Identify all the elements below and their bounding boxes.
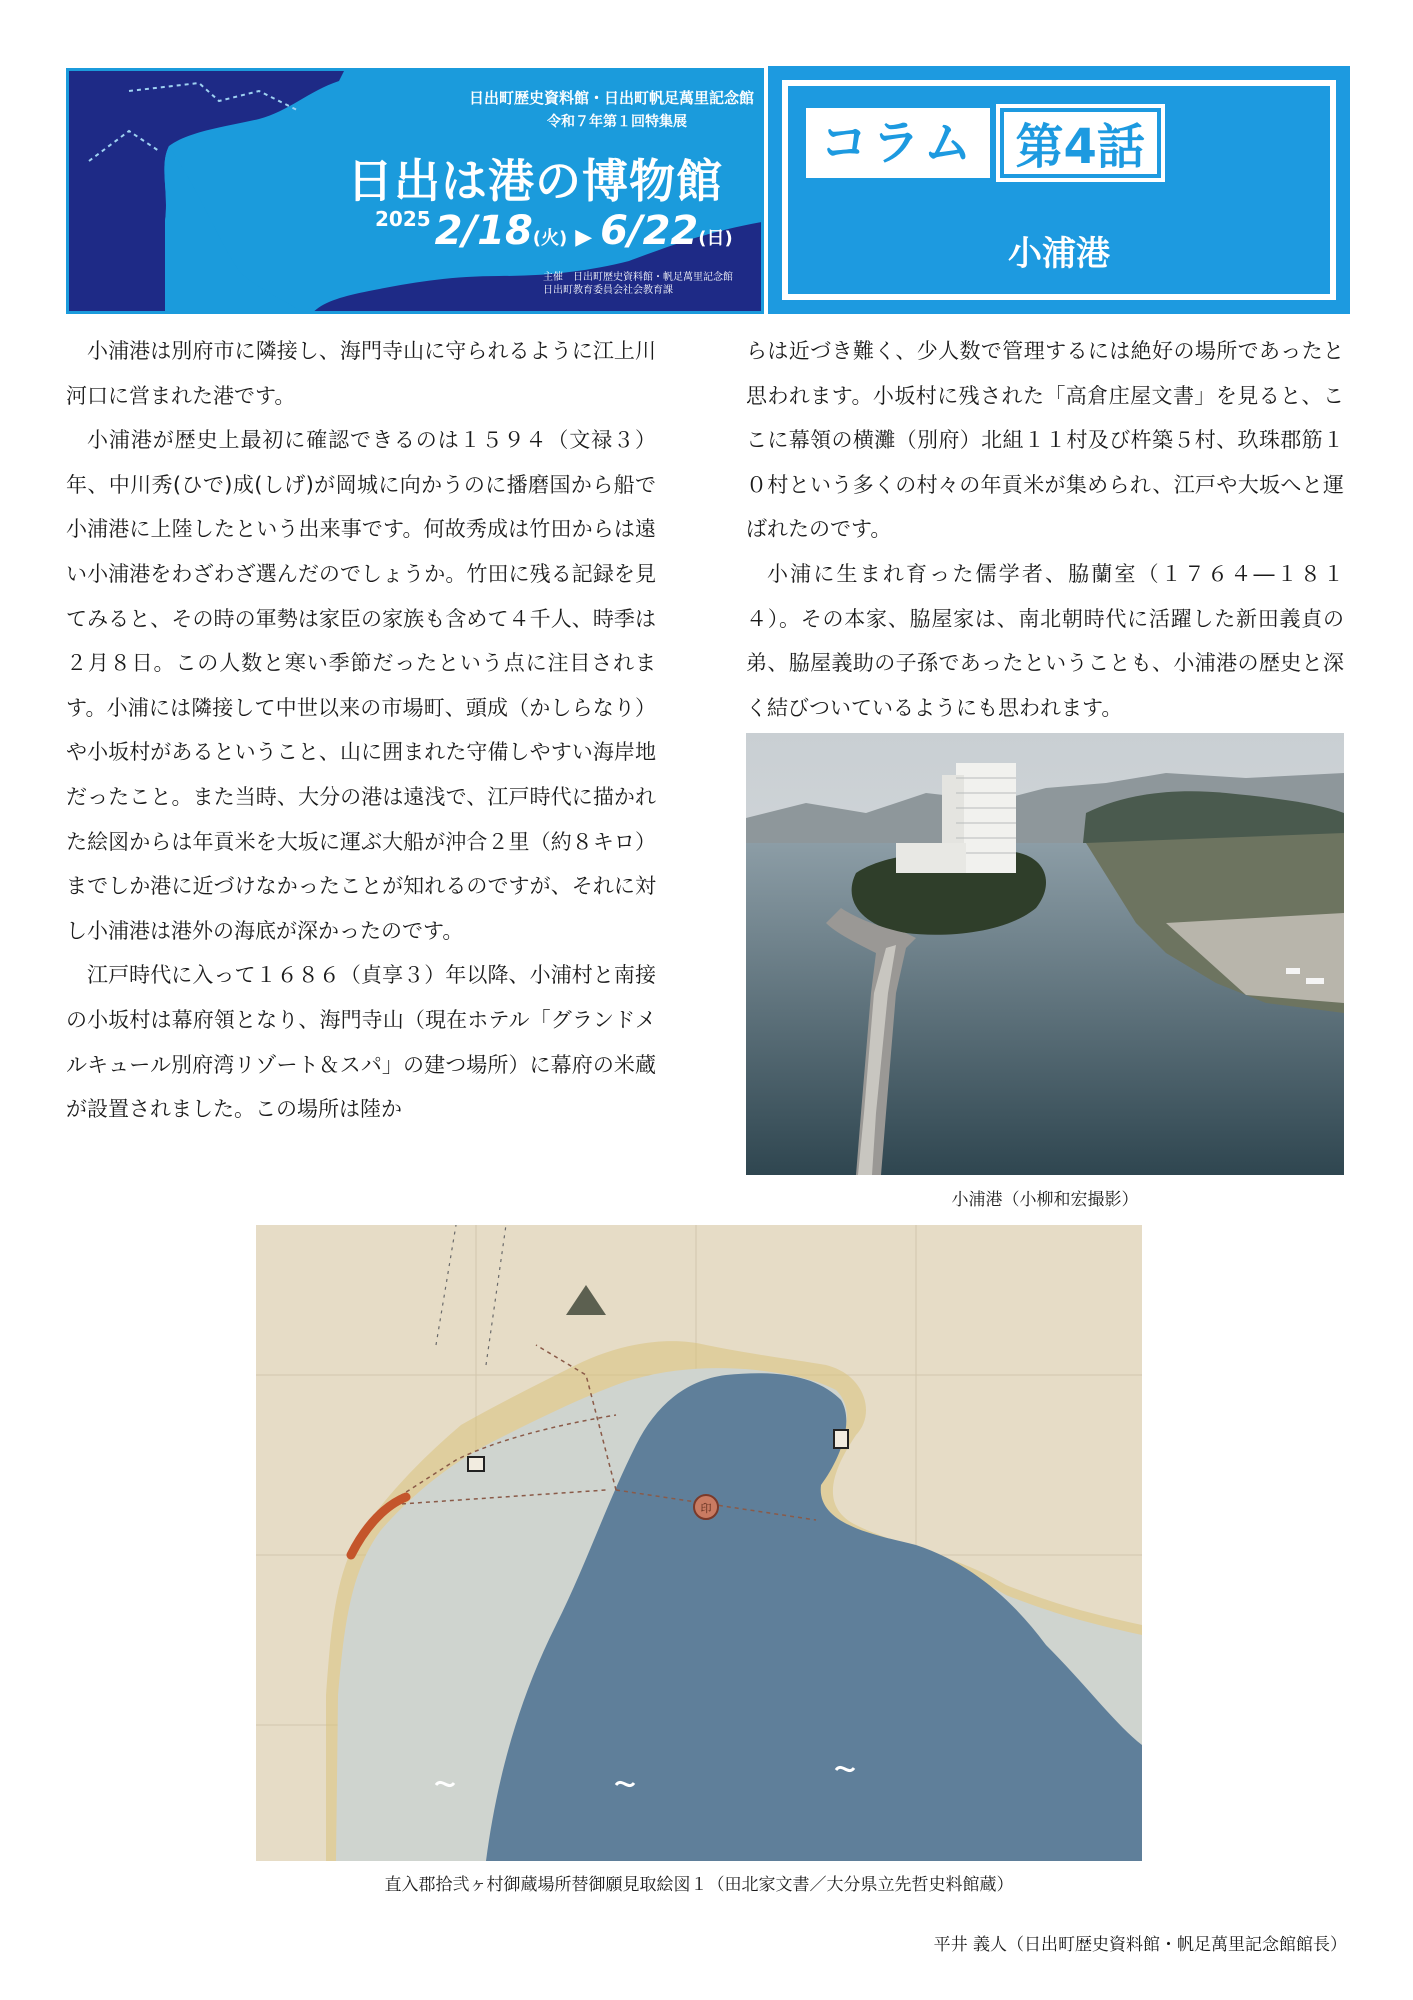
column-label <box>806 108 1161 178</box>
start-day: (火) <box>532 228 568 249</box>
end-day: (日) <box>698 228 733 249</box>
author-credit: 平井 義人（日出町歴史資料館・帆足萬里記念館館長） <box>933 1935 1347 1955</box>
harbor-photo <box>746 733 1344 1175</box>
host-line-1: 主催 日出町歴史資料館・帆足萬里記念館 <box>543 272 733 283</box>
body-left-column <box>66 329 656 1132</box>
year: 2025 <box>375 207 431 231</box>
paragraph: 小浦港が歴史上最初に確認できるのは１５９４（文禄３）年、中川秀(ひで)成(しげ)が岡城に向かうのに播磨国から船で小浦港に上陸したという出来事です。何故秀成は竹田からは遠い小浦港をわざわざ選んだのでしょうか。竹田に残る記録を見てみると、その時の軍勢は家臣の家族も含めて４千人、時季は２月８日。この人数と寒い季節だったという点に注目されます。小浦には隣接して中世以来の市場町、頭成（かしらなり）や小坂村があるということ、山に囲まれた守備しやすい海岸地だったこと。また当時、大分の港は遠浅で、江戸時代に描かれた絵図からは年貢米を大坂に運ぶ大船が沖合２里（約８キロ）までしか港に近づけなかったことが知れるのですが、それに対し小浦港は港外の海底が深かったのです。 <box>66 428 656 943</box>
host-line-2: 日出町教育委員会社会教育課 <box>543 285 673 296</box>
boundary-line-2 <box>89 131 159 161</box>
column-label-text: コラム <box>806 108 990 178</box>
exhibition-title: 日出は港の博物館 <box>347 154 723 208</box>
paragraph: 江戸時代に入って１６８６（貞享３）年以降、小浦村と南接の小坂村は幕府領となり、海門寺山（現在ホテル「グランドメルキュール別府湾リゾート＆スパ」の建つ場所）に幕府の米蔵が設置されました。この場所は陸か <box>66 963 656 1122</box>
exhibition-banner <box>66 68 764 314</box>
paragraph: 小浦港は別府市に隣接し、海門寺山に守られるように江上川河口に営まれた港です。 <box>66 339 656 408</box>
column-subtitle: 小浦港 <box>1008 234 1110 274</box>
map-stamp: 印 <box>700 1502 712 1515</box>
end-date: 6/22 <box>600 208 699 254</box>
column-frame <box>782 80 1336 300</box>
paragraph: 小浦に生まれ育った儒学者、脇蘭室（１７６４―１８１４）。その本家、脇屋家は、南北朝時代に活躍した新田義貞の弟、脇屋義助の子孫であったということも、小浦港の歴史と深く結びついているようにも思われます。 <box>746 561 1344 720</box>
exhibition-number: 令和７年第１回特集展 <box>547 114 687 130</box>
exhibition-dates <box>375 207 733 254</box>
host-info <box>543 271 733 297</box>
historical-map-illustration <box>256 1225 1142 1861</box>
harbor-photo-illustration <box>746 733 1344 1175</box>
episode-number: 第4話 <box>1000 108 1161 178</box>
column-header <box>768 66 1350 314</box>
start-date: 2/18 <box>434 208 533 254</box>
historical-map <box>256 1225 1142 1861</box>
body-right-column <box>746 329 1344 730</box>
photo-caption: 小浦港（小柳和宏撮影） <box>951 1190 1139 1210</box>
map-caption: 直入郡拾弐ヶ村御蔵場所替御願見取絵図１（田北家文書／大分県立先哲史料館蔵） <box>384 1875 1014 1895</box>
boundary-line <box>129 83 299 111</box>
paragraph-continued: らは近づき難く、少人数で管理するには絶好の場所であったと思われます。小坂村に残された「高倉庄屋文書」を見ると、ここに幕領の横灘（別府）北組１１村及び杵築５村、玖珠郡筋１０村という多くの村々の年貢米が集められ、江戸や大坂へと運ばれたのです。 <box>746 339 1344 542</box>
organizers: 日出町歴史資料館・日出町帆足萬里記念館 <box>469 89 755 107</box>
arrow-right-icon: ▶ <box>575 225 593 250</box>
